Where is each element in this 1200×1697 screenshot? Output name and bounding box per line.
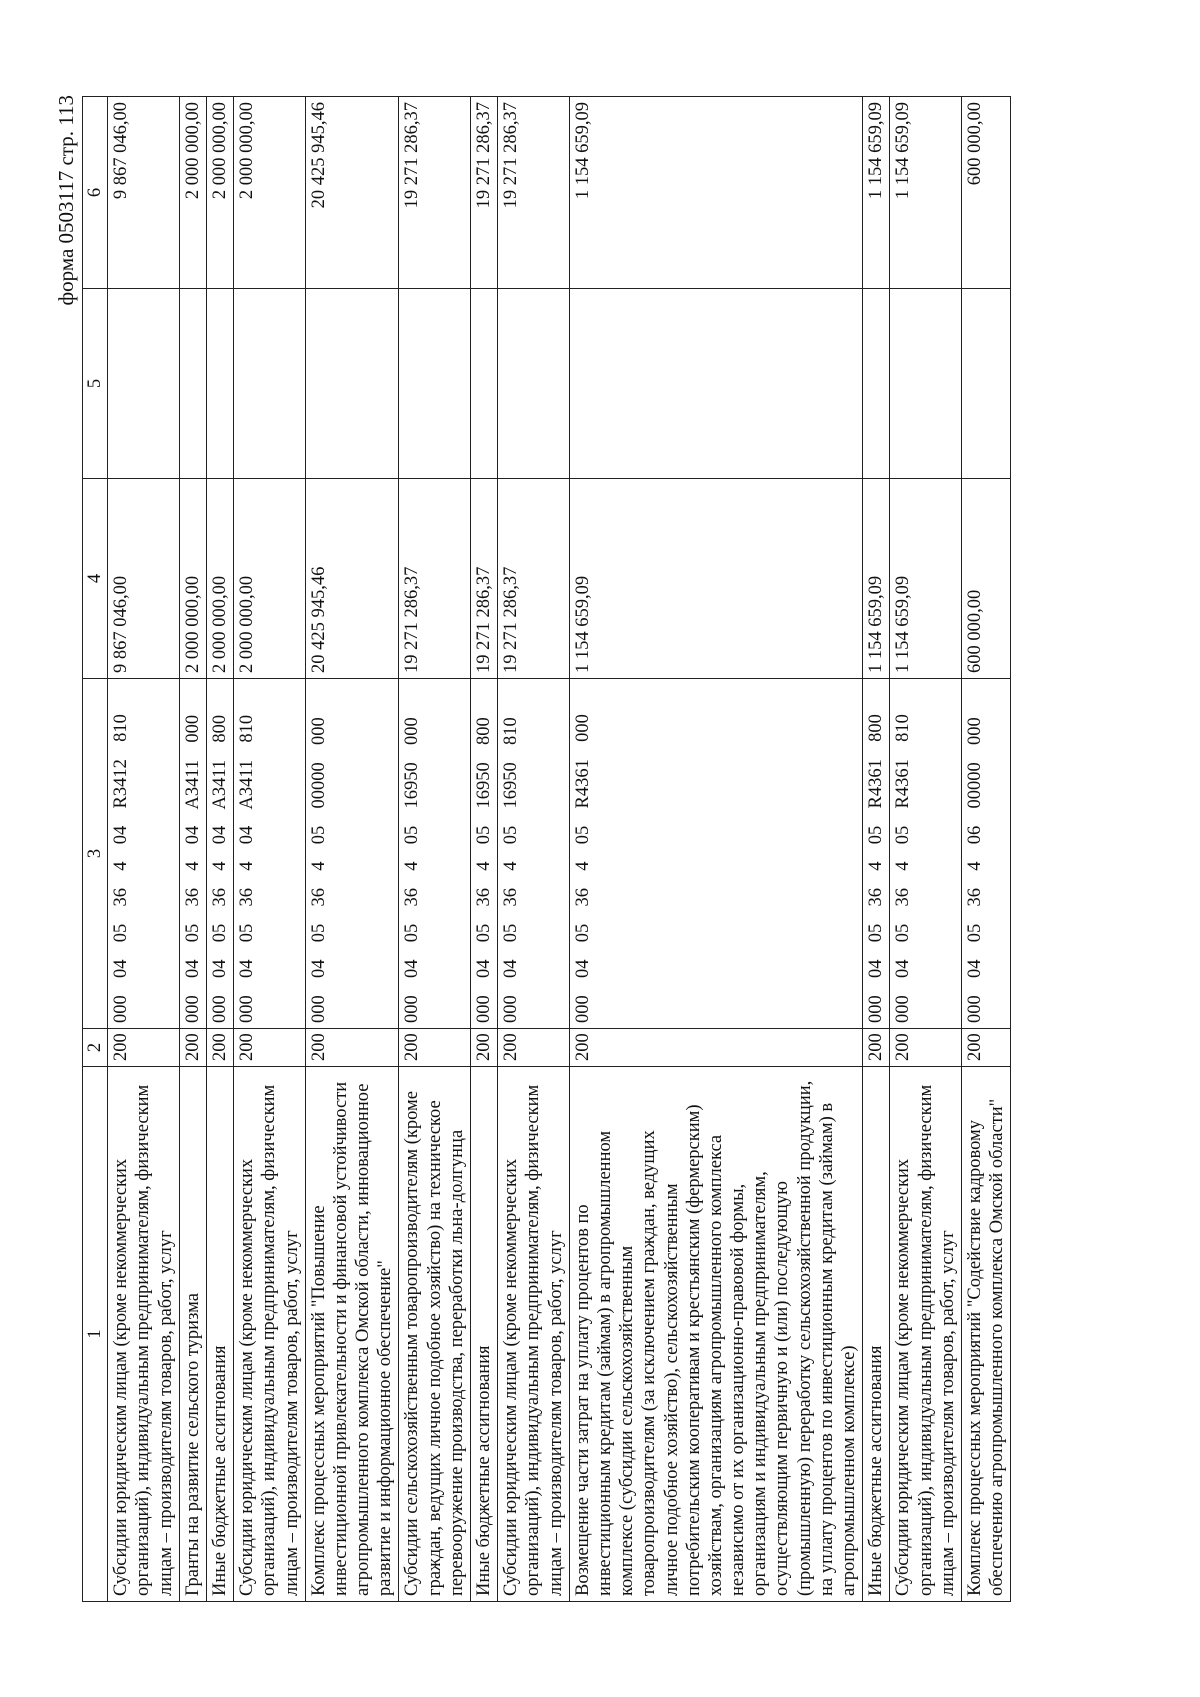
budget-code-cell: 000 04 05 36 4 04 A3411 800 xyxy=(206,679,233,1029)
budget-code-cell: 000 04 05 36 4 04 R3412 810 xyxy=(108,679,180,1029)
line-code-cell: 200 xyxy=(108,1029,180,1067)
executed-amount-cell: 20 425 945,46 xyxy=(305,97,399,289)
line-code-cell: 200 xyxy=(961,1029,1010,1067)
column-header: 1 xyxy=(83,1067,108,1602)
budget-code-cell: 000 04 05 36 4 04 A3411 000 xyxy=(179,679,206,1029)
table-row xyxy=(234,97,306,1602)
approved-amount-cell: 19 271 286,37 xyxy=(471,479,498,679)
table-row xyxy=(206,97,233,1602)
column-header: 2 xyxy=(83,1029,108,1067)
executed-amount-cell: 9 867 046,00 xyxy=(108,97,180,289)
executed-amount-cell: 1 154 659,09 xyxy=(890,97,962,289)
executed-amount-cell: 1 154 659,09 xyxy=(863,97,890,289)
approved-amount-cell: 1 154 659,09 xyxy=(863,479,890,679)
approved-amount-cell: 2 000 000,00 xyxy=(206,479,233,679)
table-row xyxy=(108,97,180,1602)
column-header: 5 xyxy=(83,289,108,479)
table-row xyxy=(471,97,498,1602)
column5-cell xyxy=(498,289,570,479)
table-row xyxy=(961,97,1010,1602)
column5-cell xyxy=(961,289,1010,479)
row-name-cell: Субсидии сельскохозяйственным товаропроизводителям (кроме граждан, ведущих личное подобное хозяйство) на техническое перевооружение производства, переработки льна-долгунца xyxy=(399,1067,471,1602)
column-number-row xyxy=(83,97,108,1602)
column5-cell xyxy=(863,289,890,479)
budget-code-cell: 000 04 05 36 4 06 00000 000 xyxy=(961,679,1010,1029)
column-header: 3 xyxy=(83,679,108,1029)
table-row xyxy=(305,97,399,1602)
row-name-cell: Возмещение части затрат на уплату процентов по инвестиционным кредитам (займам) в агропромышленном комплексе (субсидии сельскохозяйственным товаропроизводителям (за исключением граждан, ведущих личное подобное хозяйство), сельскохозяйственным потребительским кооперативам и крестьянским (фермерским) хозяйствам, организациям агропромышленного комплекса независимо от их организационно-правовой формы, организациям и индивидуальным предпринимателям, осуществляющим первичную и (или) последующую (промышленную) переработку сельскохозяйственной продукции, на уплату процентов по инвестиционным кредитам (займам) в агропромышленном комплексе) xyxy=(569,1067,862,1602)
column5-cell xyxy=(206,289,233,479)
executed-amount-cell: 600 000,00 xyxy=(961,97,1010,289)
approved-amount-cell: 19 271 286,37 xyxy=(399,479,471,679)
approved-amount-cell: 20 425 945,46 xyxy=(305,479,399,679)
budget-code-cell: 000 04 05 36 4 05 R4361 000 xyxy=(569,679,862,1029)
column5-cell xyxy=(108,289,180,479)
row-name-cell: Субсидии юридическим лицам (кроме некоммерческих организаций), индивидуальным предпринимателям, физическим лицам – производителям товаров, работ, услуг xyxy=(498,1067,570,1602)
table-row xyxy=(498,97,570,1602)
approved-amount-cell: 2 000 000,00 xyxy=(234,479,306,679)
line-code-cell: 200 xyxy=(890,1029,962,1067)
line-code-cell: 200 xyxy=(179,1029,206,1067)
executed-amount-cell: 2 000 000,00 xyxy=(179,97,206,289)
row-name-cell: Субсидии юридическим лицам (кроме некоммерческих организаций), индивидуальным предпринимателям, физическим лицам – производителям товаров, работ, услуг xyxy=(890,1067,962,1602)
column5-cell xyxy=(569,289,862,479)
row-name-cell: Иные бюджетные ассигнования xyxy=(471,1067,498,1602)
approved-amount-cell: 9 867 046,00 xyxy=(108,479,180,679)
line-code-cell: 200 xyxy=(234,1029,306,1067)
approved-amount-cell: 2 000 000,00 xyxy=(179,479,206,679)
budget-code-cell: 000 04 05 36 4 05 16950 800 xyxy=(471,679,498,1029)
column-header: 6 xyxy=(83,97,108,289)
table-row xyxy=(399,97,471,1602)
line-code-cell: 200 xyxy=(471,1029,498,1067)
column5-cell xyxy=(399,289,471,479)
approved-amount-cell: 600 000,00 xyxy=(961,479,1010,679)
table-row xyxy=(179,97,206,1602)
budget-code-cell: 000 04 05 36 4 05 16950 000 xyxy=(399,679,471,1029)
approved-amount-cell: 1 154 659,09 xyxy=(890,479,962,679)
budget-code-cell: 000 04 05 36 4 05 00000 000 xyxy=(305,679,399,1029)
form-reference: форма 0503117 стр. 113 xyxy=(54,95,78,306)
column5-cell xyxy=(179,289,206,479)
budget-code-cell: 000 04 05 36 4 05 16950 810 xyxy=(498,679,570,1029)
table-body xyxy=(108,97,1011,1602)
budget-table xyxy=(82,96,1011,1602)
table-row xyxy=(863,97,890,1602)
executed-amount-cell: 2 000 000,00 xyxy=(206,97,233,289)
executed-amount-cell: 19 271 286,37 xyxy=(399,97,471,289)
row-name-cell: Субсидии юридическим лицам (кроме некоммерческих организаций), индивидуальным предпринимателям, физическим лицам – производителям товаров, работ, услуг xyxy=(234,1067,306,1602)
table-row xyxy=(890,97,962,1602)
row-name-cell: Гранты на развитие сельского туризма xyxy=(179,1067,206,1602)
table-header xyxy=(83,97,108,1602)
executed-amount-cell: 19 271 286,37 xyxy=(471,97,498,289)
budget-code-cell: 000 04 05 36 4 05 R4361 800 xyxy=(863,679,890,1029)
column5-cell xyxy=(471,289,498,479)
line-code-cell: 200 xyxy=(569,1029,862,1067)
row-name-cell: Иные бюджетные ассигнования xyxy=(206,1067,233,1602)
executed-amount-cell: 19 271 286,37 xyxy=(498,97,570,289)
column5-cell xyxy=(890,289,962,479)
row-name-cell: Комплекс процессных мероприятий "Содействие кадровому обеспечению агропромышленного комплекса Омской области" xyxy=(961,1067,1010,1602)
line-code-cell: 200 xyxy=(399,1029,471,1067)
budget-code-cell: 000 04 05 36 4 05 R4361 810 xyxy=(890,679,962,1029)
row-name-cell: Комплекс процессных мероприятий "Повышение инвестиционной привлекательности и финансовой устойчивости агропромышленного комплекса Омской области, инновационное развитие и информационное обеспечение" xyxy=(305,1067,399,1602)
budget-code-cell: 000 04 05 36 4 04 A3411 810 xyxy=(234,679,306,1029)
line-code-cell: 200 xyxy=(498,1029,570,1067)
column5-cell xyxy=(305,289,399,479)
line-code-cell: 200 xyxy=(206,1029,233,1067)
column-header: 4 xyxy=(83,479,108,679)
approved-amount-cell: 19 271 286,37 xyxy=(498,479,570,679)
executed-amount-cell: 1 154 659,09 xyxy=(569,97,862,289)
line-code-cell: 200 xyxy=(305,1029,399,1067)
line-code-cell: 200 xyxy=(863,1029,890,1067)
row-name-cell: Субсидии юридическим лицам (кроме некоммерческих организаций), индивидуальным предпринимателям, физическим лицам – производителям товаров, работ, услуг xyxy=(108,1067,180,1602)
executed-amount-cell: 2 000 000,00 xyxy=(234,97,306,289)
column5-cell xyxy=(234,289,306,479)
approved-amount-cell: 1 154 659,09 xyxy=(569,479,862,679)
table-row xyxy=(569,97,862,1602)
row-name-cell: Иные бюджетные ассигнования xyxy=(863,1067,890,1602)
